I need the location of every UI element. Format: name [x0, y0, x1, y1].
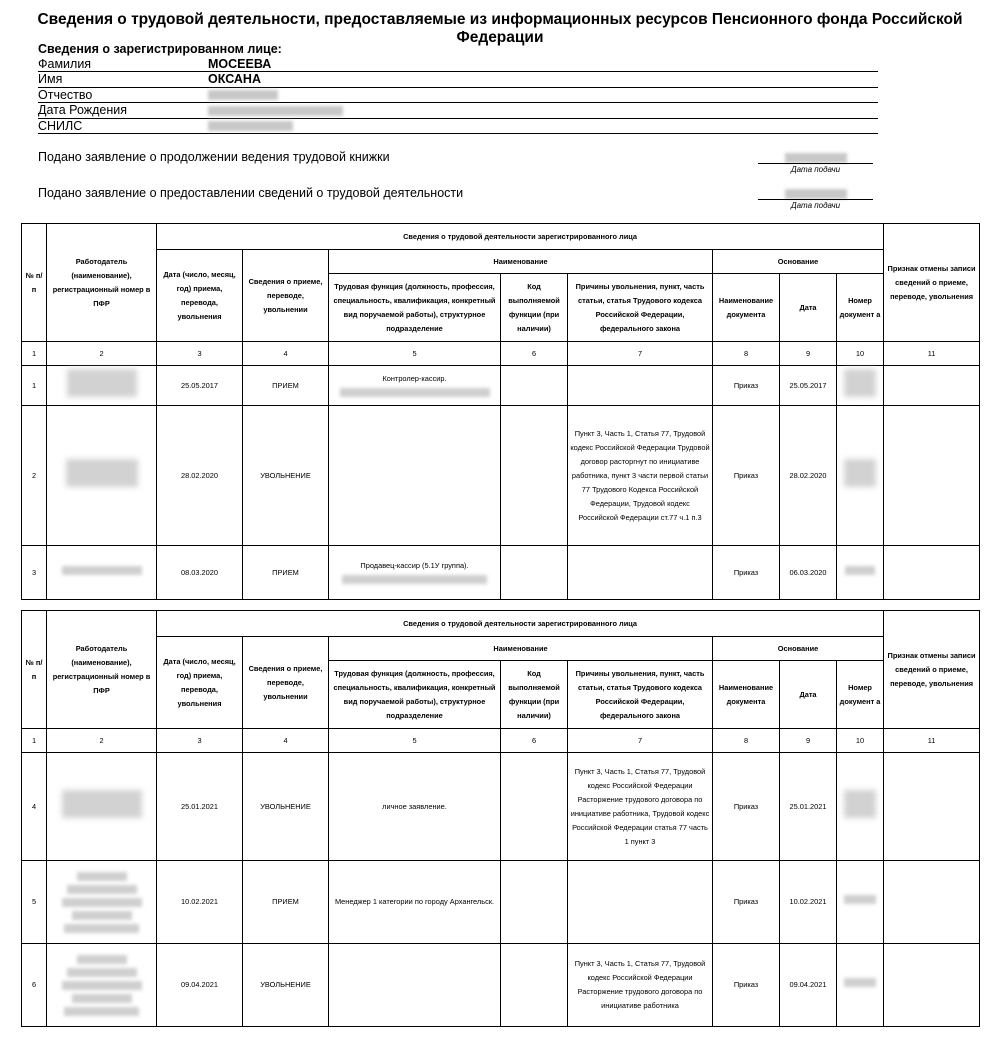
date-caption: Дата подачи [790, 201, 841, 210]
row-doc-name: Приказ [713, 753, 780, 861]
row-doc-date: 28.02.2020 [780, 406, 837, 546]
row-event: ПРИЕМ [243, 861, 329, 944]
row-function [329, 406, 501, 546]
row-doc-date: 10.02.2021 [780, 861, 837, 944]
row-num: 5 [22, 861, 47, 944]
row-reason [568, 546, 713, 600]
row-doc-date: 25.05.2017 [780, 366, 837, 406]
row-doc-date: 25.01.2021 [780, 753, 837, 861]
row-cancel [884, 944, 980, 1027]
row-date: 28.02.2020 [157, 406, 243, 546]
header-code: Код выполняемой функции (при наличии) [501, 661, 568, 729]
row-cancel [884, 753, 980, 861]
redacted-employer [47, 406, 157, 546]
col-number: 4 [243, 729, 329, 753]
header-name-group: Наименование [329, 250, 713, 274]
col-number: 1 [22, 729, 47, 753]
header-basis-group: Основание [713, 250, 884, 274]
row-num: 4 [22, 753, 47, 861]
col-number: 6 [501, 729, 568, 753]
divider [758, 199, 873, 200]
field-surname [38, 57, 878, 72]
header-cancel: Признак отмены записи сведений о приеме, переводе, увольнения [884, 224, 980, 342]
header-group: Сведения о трудовой деятельности зарегистрированного лица [157, 224, 884, 250]
redacted-text [340, 388, 490, 397]
header-doc-num: Номер документ а [837, 274, 884, 342]
application-text: Подано заявление о продолжении ведения трудовой книжки [38, 150, 390, 164]
redacted-employer [47, 366, 157, 406]
header-function: Трудовая функция (должность, профессия, специальность, квалификация, конкретный вид поручаемой работы), структурное подразделение [329, 661, 501, 729]
col-number: 11 [884, 729, 980, 753]
col-number: 2 [47, 342, 157, 366]
redacted-employer [47, 861, 157, 944]
header-num: № п/п [22, 224, 47, 342]
col-number: 7 [568, 729, 713, 753]
person-heading: Сведения о зарегистрированном лице: [38, 42, 282, 56]
redacted-doc-num [837, 944, 884, 1027]
row-event: УВОЛЬНЕНИЕ [243, 944, 329, 1027]
row-reason: Пункт 3, Часть 1, Статья 77, Трудовой кодекс Российской Федерации Расторжение трудового договора по инициативе работника, Трудовой кодекс Российской Федерации статья 77 часть 1 пункт 3 [568, 753, 713, 861]
header-reasons: Причины увольнения, пункт, часть статьи, статья Трудового кодекса Российской Федерации, федерального закона [568, 274, 713, 342]
header-doc-date: Дата [780, 661, 837, 729]
row-num: 1 [22, 366, 47, 406]
header-doc-num: Номер документ а [837, 661, 884, 729]
field-value: МОСЕЕВА [208, 57, 272, 71]
redacted-doc-num [837, 861, 884, 944]
redacted-employer [47, 546, 157, 600]
row-date: 25.01.2021 [157, 753, 243, 861]
row-event: УВОЛЬНЕНИЕ [243, 406, 329, 546]
row-function [329, 546, 501, 600]
table-row [22, 861, 980, 944]
redacted-doc-num [837, 406, 884, 546]
row-code [501, 406, 568, 546]
field-label: Фамилия [38, 57, 92, 71]
header-num: № п/п [22, 611, 47, 729]
row-doc-name: Приказ [713, 861, 780, 944]
row-doc-date: 09.04.2021 [780, 944, 837, 1027]
header-code: Код выполняемой функции (при наличии) [501, 274, 568, 342]
header-employer: Работодатель (наименование), регистрационный номер в ПФР [47, 611, 157, 729]
header-name-group: Наименование [329, 637, 713, 661]
row-reason: Пункт 3, Часть 1, Статья 77, Трудовой кодекс Российской Федерации Расторжение трудового договора по инициативе работника [568, 944, 713, 1027]
function-text: Продавец-кассир (5.1У группа). [360, 561, 469, 570]
row-event: УВОЛЬНЕНИЕ [243, 753, 329, 861]
row-reason [568, 366, 713, 406]
row-reason: Пункт 3, Часть 1, Статья 77, Трудовой кодекс Российской Федерации Трудовой договор расторгнут по инициативе работника, пункт 3 части первой статьи 77 Трудового Кодекса Российской Федерации, Трудовой кодекс Российской Федерации ст.77 ч.1 п.3 [568, 406, 713, 546]
redacted-date [758, 150, 873, 164]
redacted-date [758, 186, 873, 200]
col-number: 5 [329, 729, 501, 753]
field-patronymic [38, 88, 878, 103]
field-value: ОКСАНА [208, 72, 261, 87]
row-code [501, 861, 568, 944]
field-snils [38, 119, 878, 134]
row-code [501, 753, 568, 861]
header-info: Сведения о приеме, переводе, увольнении [243, 250, 329, 342]
header-group: Сведения о трудовой деятельности зарегистрированного лица [157, 611, 884, 637]
col-number: 8 [713, 342, 780, 366]
row-date: 25.05.2017 [157, 366, 243, 406]
function-text: Контролер-кассир. [382, 374, 447, 383]
redacted-value [208, 88, 278, 103]
col-number: 3 [157, 729, 243, 753]
field-label: Дата Рождения [38, 103, 128, 118]
row-num: 2 [22, 406, 47, 546]
table-row [22, 753, 980, 861]
row-event: ПРИЕМ [243, 366, 329, 406]
application-text: Подано заявление о предоставлении сведений о трудовой деятельности [38, 186, 464, 200]
row-doc-name: Приказ [713, 944, 780, 1027]
row-date: 08.03.2020 [157, 546, 243, 600]
col-number: 10 [837, 342, 884, 366]
table-row [22, 406, 980, 546]
header-date: Дата (число, месяц, год) приема, перевода, увольнения [157, 250, 243, 342]
col-number: 1 [22, 342, 47, 366]
records-table-2 [21, 610, 980, 1027]
redacted-employer [47, 753, 157, 861]
header-function: Трудовая функция (должность, профессия, специальность, квалификация, конкретный вид поручаемой работы), структурное подразделение [329, 274, 501, 342]
header-cancel: Признак отмены записи сведений о приеме, переводе, увольнения [884, 611, 980, 729]
row-cancel [884, 406, 980, 546]
col-number: 9 [780, 729, 837, 753]
header-basis-group: Основание [713, 637, 884, 661]
row-num: 6 [22, 944, 47, 1027]
col-number: 10 [837, 729, 884, 753]
col-number: 2 [47, 729, 157, 753]
row-doc-name: Приказ [713, 366, 780, 406]
header-doc-name: Наименование документа [713, 274, 780, 342]
row-doc-name: Приказ [713, 546, 780, 600]
page-title: Сведения о трудовой деятельности, предоставляемые из информационных ресурсов Пенсионного фонда Российской Федерации [37, 11, 963, 46]
row-code [501, 546, 568, 600]
col-number: 7 [568, 342, 713, 366]
col-number: 5 [329, 342, 501, 366]
row-date: 09.04.2021 [157, 944, 243, 1027]
field-label: Имя [38, 72, 63, 87]
col-number: 6 [501, 342, 568, 366]
header-employer: Работодатель (наименование), регистрационный номер в ПФР [47, 224, 157, 342]
header-doc-name: Наименование документа [713, 661, 780, 729]
row-function [329, 366, 501, 406]
row-doc-date: 06.03.2020 [780, 546, 837, 600]
row-cancel [884, 546, 980, 600]
col-number: 8 [713, 729, 780, 753]
redacted-employer [47, 944, 157, 1027]
row-code [501, 944, 568, 1027]
col-number: 11 [884, 342, 980, 366]
row-code [501, 366, 568, 406]
row-function: личное заявление. [329, 753, 501, 861]
table-row [22, 546, 980, 600]
field-label: СНИЛС [38, 118, 83, 133]
divider [758, 163, 873, 164]
row-num: 3 [22, 546, 47, 600]
field-label: Отчество [38, 87, 93, 102]
row-event: ПРИЕМ [243, 546, 329, 600]
redacted-doc-num [837, 546, 884, 600]
redacted-doc-num [837, 753, 884, 861]
row-date: 10.02.2021 [157, 861, 243, 944]
date-caption: Дата подачи [790, 165, 841, 174]
field-birthdate [38, 103, 878, 118]
col-number: 3 [157, 342, 243, 366]
header-reasons: Причины увольнения, пункт, часть статьи, статья Трудового кодекса Российской Федерации, федерального закона [568, 661, 713, 729]
row-cancel [884, 861, 980, 944]
row-doc-name: Приказ [713, 406, 780, 546]
col-number: 9 [780, 342, 837, 366]
row-function [329, 944, 501, 1027]
header-doc-date: Дата [780, 274, 837, 342]
row-reason [568, 861, 713, 944]
person-block [38, 42, 878, 134]
table-row [22, 944, 980, 1027]
header-info: Сведения о приеме, переводе, увольнении [243, 637, 329, 729]
col-number: 4 [243, 342, 329, 366]
column-numbers-row [22, 729, 980, 753]
field-name [38, 72, 878, 87]
redacted-text [342, 575, 487, 584]
redacted-value [208, 103, 343, 118]
row-cancel [884, 366, 980, 406]
records-table-1 [21, 223, 980, 600]
header-date: Дата (число, месяц, год) приема, перевода, увольнения [157, 637, 243, 729]
redacted-doc-num [837, 366, 884, 406]
row-function: Менеджер 1 категории по городу Архангельск. [329, 861, 501, 944]
redacted-value [208, 119, 293, 134]
column-numbers-row [22, 342, 980, 366]
table-row [22, 366, 980, 406]
